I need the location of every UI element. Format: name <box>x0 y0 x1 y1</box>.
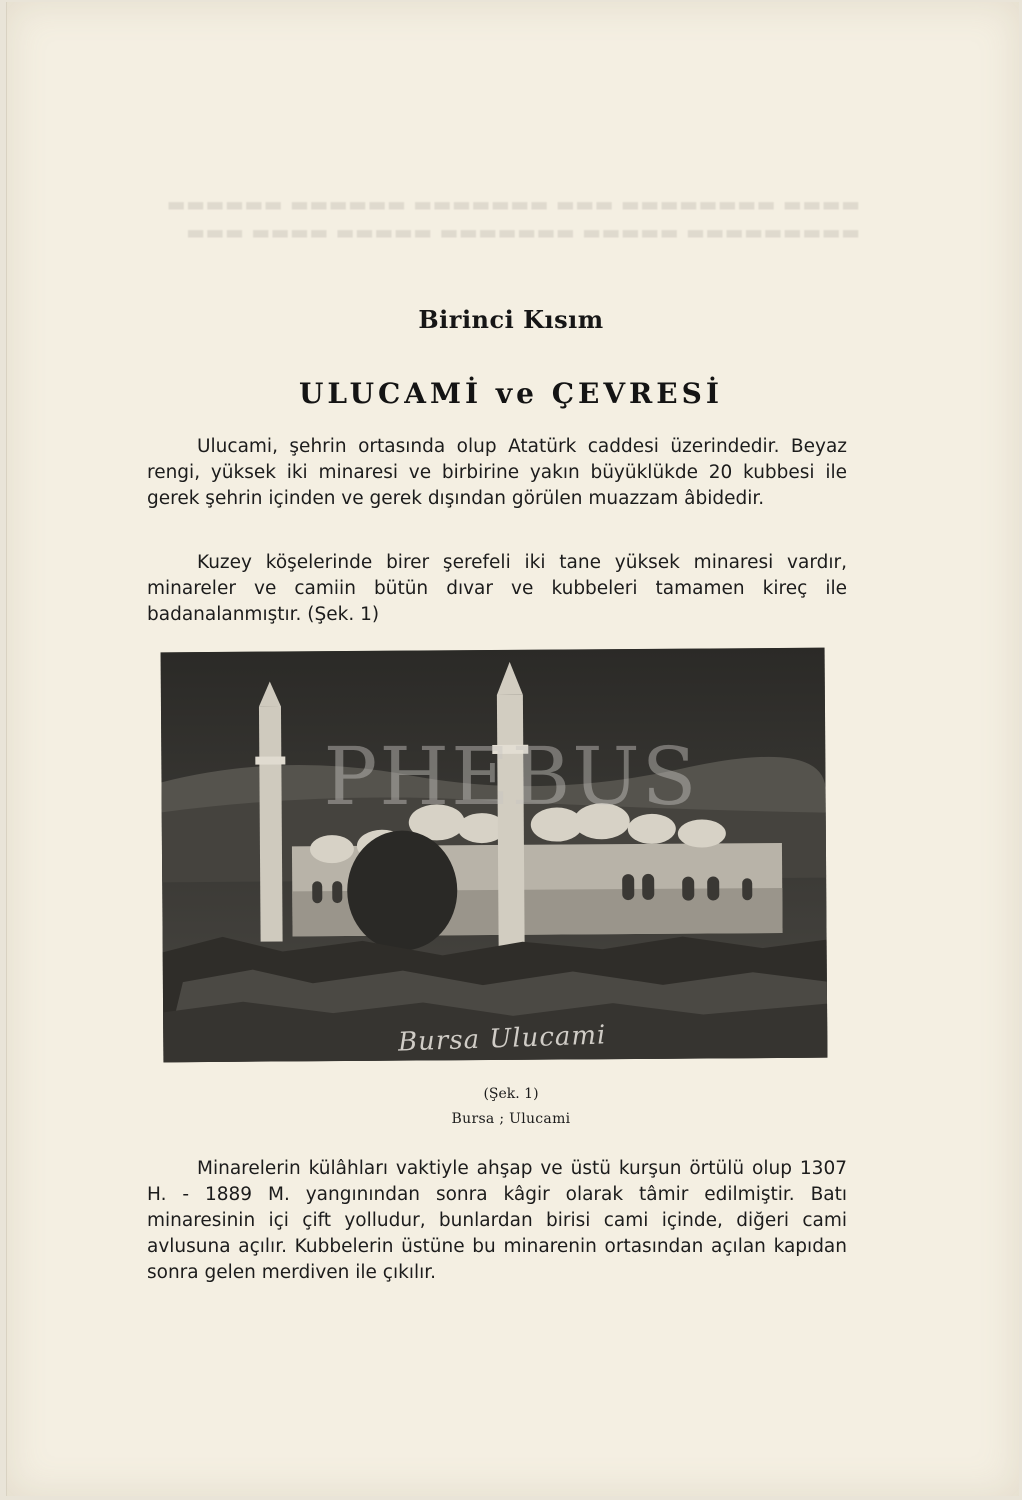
bleed-through-text: ▬▬▬▬ ▬▬▬▬▬▬▬▬ ▬▬▬ ▬▬▬▬▬▬▬ ▬▬▬▬▬▬ ▬▬▬▬▬▬ ▬▬▬▬▬▬▬▬▬ ▬▬▬▬▬ ▬▬▬▬▬▬▬ ▬▬▬▬▬ ▬▬▬▬ ▬▬▬ <box>166 192 860 244</box>
mosque-photograph <box>161 648 828 1063</box>
paragraph-minaret-history <box>147 1156 847 1286</box>
section-label: Birinci Kısım <box>418 305 604 334</box>
figure-caption-title: Bursa ; Ulucami <box>451 1111 571 1127</box>
photo-handwritten-label: Bursa Ulucami <box>397 1020 607 1058</box>
paragraph-minarets <box>147 550 847 628</box>
figure-caption-number: (Şek. 1) <box>483 1086 539 1102</box>
paragraph-intro <box>147 434 847 512</box>
paragraph-text: Kuzey köşelerinde birer şerefeli iki tane yüksek minaresi vardır, minareler ve camiin bütün dıvar ve kubbeleri tamamen kireç ile badanalanmıştır. (Şek. 1) <box>147 552 847 625</box>
watermark: PHEBUS <box>323 730 699 823</box>
paragraph-text: Minarelerin külâhları vaktiyle ahşap ve üstü kurşun örtülü olup 1307 H. - 1889 M. yangınından sonra kâgir olarak tâmir edilmiştir. Batı minaresinin içi çift yolludur, bunlardan birisi cami içinde, diğeri cami avlusuna açılır. Kubbelerin üstüne bu minarenin ortasından açılan kapıdan sonra gelen merdiven ile çıkılır. <box>147 1158 847 1283</box>
chapter-title: ULUCAMİ ve ÇEVRESİ <box>299 377 723 410</box>
mosque-photo-illustration <box>161 648 828 1063</box>
paragraph-text: Ulucami, şehrin ortasında olup Atatürk caddesi üzerindedir. Beyaz rengi, yüksek iki minaresi ve birbirine yakın büyüklükde 20 kubbesi ile gerek şehrin içinden ve gerek dışından görülen muazzam âbidedir. <box>147 436 847 509</box>
